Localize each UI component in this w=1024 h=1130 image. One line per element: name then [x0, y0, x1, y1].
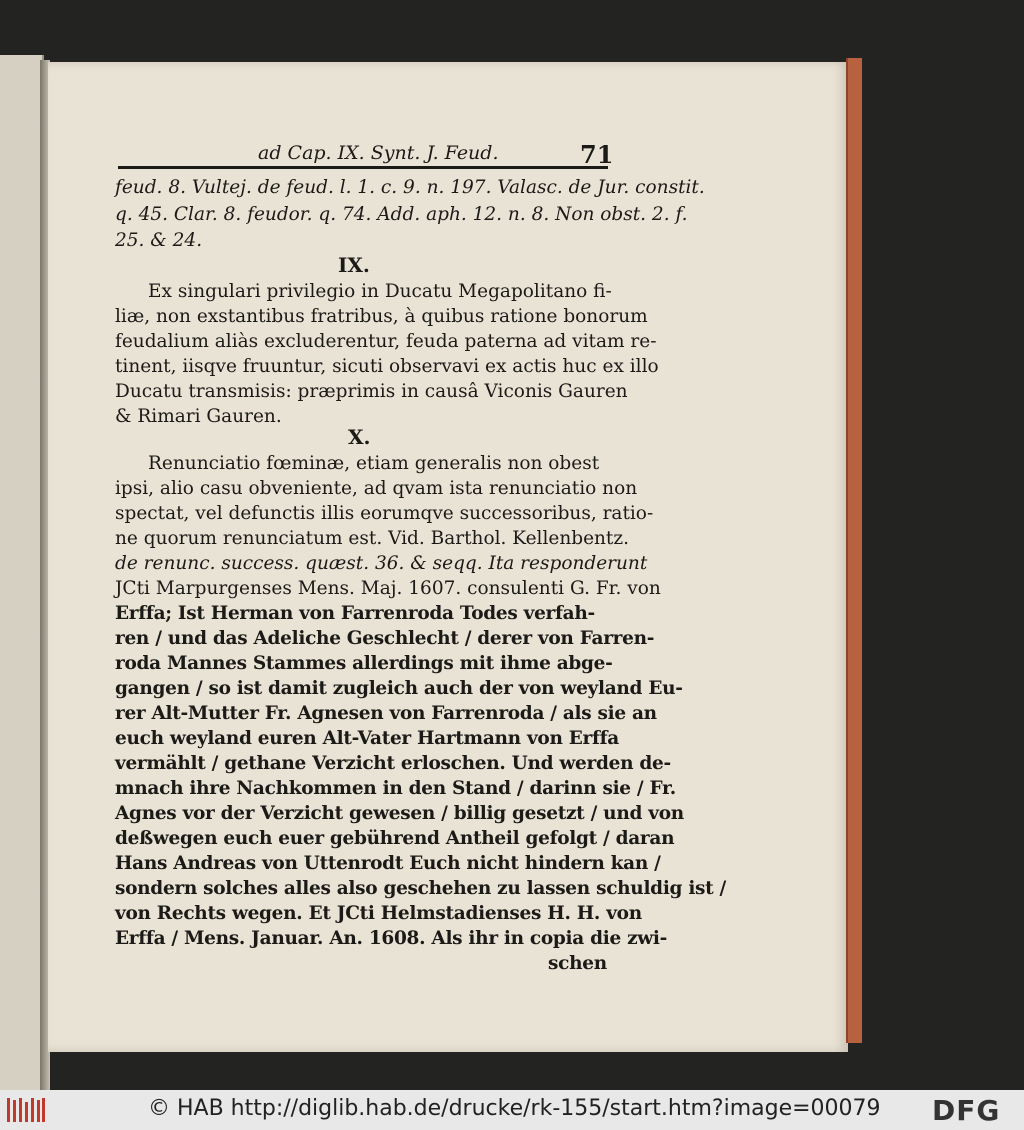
text-line: vermählt / gethane Verzicht erloschen. Und werden de- — [115, 753, 671, 774]
text-line: JCti Marpurgenses Mens. Maj. 1607. consulenti G. Fr. von — [115, 578, 661, 599]
text-line: ne quorum renunciatum est. Vid. Barthol. Kellenbentz. — [115, 528, 629, 549]
text-line: liæ, non exstantibus fratribus, à quibus ratione bonorum — [115, 306, 648, 327]
running-head: ad Cap. IX. Synt. J. Feud. — [258, 142, 499, 164]
text-line: gangen / so ist damit zugleich auch der von weyland Eu- — [115, 678, 683, 699]
section-heading-x: X. — [348, 425, 371, 449]
text-line: spectat, vel defunctis illis eorumqve successoribus, ratio- — [115, 503, 654, 524]
catchword: schen — [548, 953, 607, 974]
section-heading-ix: IX. — [338, 253, 370, 277]
text-line: de renunc. success. quæst. 36. & seqq. Ita responderunt — [115, 553, 648, 574]
text-line: Renunciatio fœminæ, etiam generalis non obest — [148, 453, 600, 474]
text-line: Hans Andreas von Uttenrodt Euch nicht hindern kan / — [115, 853, 661, 874]
text-line: von Rechts wegen. Et JCti Helmstadienses H. H. von — [115, 903, 642, 924]
text-line: feudalium aliàs excluderentur, feuda paterna ad vitam re- — [115, 331, 657, 352]
text-line: euch weyland euren Alt-Vater Hartmann von Erffa — [115, 728, 619, 749]
hab-logo-icon — [6, 1096, 46, 1124]
text-line: Ducatu transmisis: præprimis in causâ Viconis Gauren — [115, 381, 628, 402]
text-line: Agnes vor der Verzicht gewesen / billig gesetzt / und von — [115, 803, 684, 824]
text-line: ipsi, alio casu obveniente, ad qvam ista renunciatio non — [115, 478, 638, 499]
text-line: rer Alt-Mutter Fr. Agnesen von Farrenroda / als sie an — [115, 703, 657, 724]
text-line: tinent, iisqve fruuntur, sicuti observavi ex actis huc ex illo — [115, 356, 659, 377]
text-line: Erffa / Mens. Januar. An. 1608. Als ihr in copia die zwi- — [115, 928, 668, 949]
text-line: Erffa; Ist Herman von Farrenroda Todes verfah- — [115, 603, 595, 624]
previous-page-edge — [0, 55, 44, 1090]
text-line: q. 45. Clar. 8. feudor. q. 74. Add. aph. 12. n. 8. Non obst. 2. f. — [115, 204, 688, 225]
header-rule — [118, 166, 608, 169]
copyright-link[interactable]: © HAB http://diglib.hab.de/drucke/rk-155/start.htm?image=00079 — [148, 1096, 881, 1121]
text-line: 25. & 24. — [115, 230, 203, 251]
dfg-logo: DFG — [932, 1094, 1001, 1127]
viewer-footer — [0, 1090, 1024, 1130]
text-line: sondern solches alles also geschehen zu lassen schuldig ist / — [115, 878, 727, 899]
page-number: 71 — [580, 140, 614, 169]
text-line: roda Mannes Stammes allerdings mit ihme abge- — [115, 653, 613, 674]
text-line: deßwegen euch euer gebührend Antheil gefolgt / daran — [115, 828, 675, 849]
text-line: ren / und das Adeliche Geschlecht / derer von Farren- — [115, 628, 655, 649]
text-line: mnach ihre Nachkommen in den Stand / darinn sie / Fr. — [115, 778, 676, 799]
text-line: & Rimari Gauren. — [115, 406, 282, 427]
text-line: Ex singulari privilegio in Ducatu Megapolitano fi- — [148, 281, 612, 302]
page-fore-edge — [846, 58, 862, 1043]
text-line: feud. 8. Vultej. de feud. l. 1. c. 9. n. 197. Valasc. de Jur. constit. — [115, 177, 705, 198]
